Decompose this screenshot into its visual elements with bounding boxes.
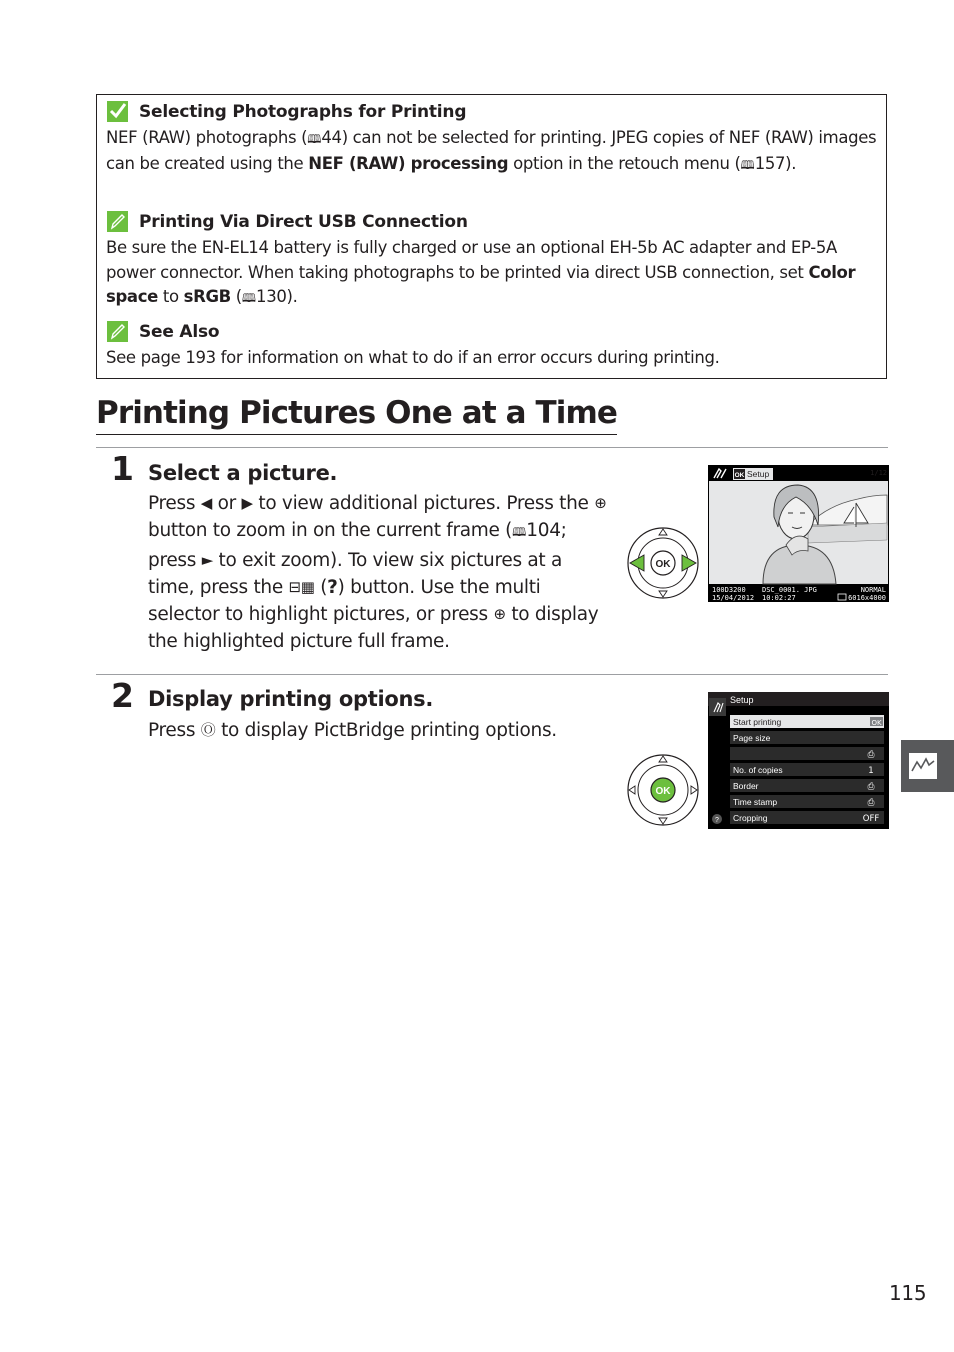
playback-screen bbox=[708, 465, 889, 602]
ok-label: OK bbox=[655, 559, 671, 570]
notes-box bbox=[96, 94, 887, 379]
image-quality: NORMAL bbox=[860, 586, 886, 594]
menu-rows bbox=[730, 715, 884, 824]
menu-item-label[interactable]: Border bbox=[733, 781, 759, 791]
thumbnail-icon: ⊟▦ bbox=[288, 577, 315, 596]
zoom-in-icon: ⊕ bbox=[594, 494, 607, 512]
menu-item-value: ⎙ bbox=[867, 782, 875, 792]
book-icon: 🕮 bbox=[512, 525, 527, 540]
file-name: DSC_0001. JPG bbox=[762, 586, 817, 594]
note-header-selecting bbox=[107, 101, 466, 122]
zoom-in-icon: ⊕ bbox=[493, 605, 506, 624]
step-divider bbox=[96, 447, 888, 448]
multi-selector-ok bbox=[626, 753, 700, 827]
menu-title: Setup bbox=[730, 695, 754, 705]
menu-item-value: ⎙ bbox=[867, 798, 875, 808]
menu-item-label[interactable]: Time stamp bbox=[733, 797, 778, 807]
help-glyph: ? bbox=[715, 817, 719, 824]
step-title: Display printing options. bbox=[148, 687, 434, 711]
menu-item-value: OFF bbox=[862, 814, 880, 824]
book-icon: 🕮 bbox=[740, 157, 755, 172]
note-title: Selecting Photographs for Printing bbox=[139, 101, 467, 122]
setup-badge-label: Setup bbox=[747, 469, 770, 479]
menu-item-value: 1 bbox=[868, 766, 874, 776]
playback-icon: ► bbox=[201, 550, 213, 569]
connections-tab bbox=[901, 740, 954, 792]
menu-item-value: OK bbox=[871, 719, 882, 727]
step-divider bbox=[96, 674, 888, 675]
setup-menu-screen bbox=[708, 692, 889, 829]
note-title: Printing Via Direct USB Connection bbox=[139, 211, 468, 232]
ok-label: OK bbox=[655, 786, 671, 797]
date-recorded: 15/04/2012 bbox=[712, 594, 755, 602]
page-number: 115 bbox=[889, 1281, 927, 1305]
frame-counter: 1/12 bbox=[870, 469, 887, 477]
step-number: 1 bbox=[111, 449, 133, 488]
menu-option-name: NEF (RAW) processing bbox=[308, 153, 509, 173]
menu-item-label[interactable]: Start printing bbox=[733, 717, 782, 727]
time-recorded: 10:02:27 bbox=[762, 594, 796, 602]
step-number: 2 bbox=[111, 676, 133, 715]
note-body-see-also: See page 193 for information on what to do if an error occurs during printing. bbox=[106, 348, 720, 367]
note-body-selecting: NEF (RAW) photographs (🕮44) can not be selected for printing. JPEG copies of NEF (RAW) images can be created using the NEF (RAW) processing option in the retouch menu (🕮157). bbox=[106, 128, 877, 173]
connection-icon bbox=[909, 753, 937, 779]
note-body-usb: Be sure the EN-EL14 battery is fully charged or use an optional EH-5b AC adapter and EP-5A power connector. When taking photographs to be printed via direct USB connection, set Color space to sRGB (🕮130). bbox=[106, 238, 856, 306]
image-size: 6016x4000 bbox=[848, 594, 886, 602]
folder-number: 100D3200 bbox=[712, 586, 746, 594]
menu-item-label[interactable]: Cropping bbox=[733, 813, 768, 823]
note-header-see-also bbox=[107, 321, 219, 342]
pencil-icon bbox=[107, 211, 128, 232]
pencil-icon bbox=[107, 321, 128, 342]
menu-item-label[interactable]: Page size bbox=[733, 733, 771, 743]
step-body: Press Ⓞ to display PictBridge printing options. bbox=[148, 720, 557, 741]
left-arrow-icon: ◀ bbox=[200, 494, 213, 512]
book-icon: 🕮 bbox=[307, 132, 322, 146]
right-arrow-icon: ▶ bbox=[241, 494, 253, 512]
menu-row-bg bbox=[730, 747, 884, 760]
book-icon: 🕮 bbox=[241, 291, 257, 305]
section-heading: Printing Pictures One at a Time bbox=[96, 392, 617, 435]
ok-button-icon: Ⓞ bbox=[200, 721, 216, 739]
checkmark-icon bbox=[107, 101, 128, 122]
note-header-usb bbox=[107, 211, 468, 232]
menu-item-value: ⎙ bbox=[867, 750, 875, 760]
multi-selector-left-right bbox=[626, 526, 700, 600]
menu-item-label[interactable]: No. of copies bbox=[733, 765, 783, 775]
step-title: Select a picture. bbox=[148, 461, 338, 485]
ok-badge-label: OK bbox=[734, 472, 745, 479]
setting-value: sRGB bbox=[183, 287, 231, 306]
note-title: See Also bbox=[139, 321, 220, 342]
setting-name: Color space bbox=[106, 262, 856, 306]
help-icon: ? bbox=[327, 576, 338, 598]
step-body: Press ◀ or ▶ to view additional pictures. Press the ⊕ button to zoom in on the current frame (🕮104; press ► to exit zoom). To view six pictures at a time, press the ⊟▦ (?) button. Use the multi selector to highlight pictures, or press ⊕ to display the highlighted picture full frame. bbox=[148, 493, 607, 653]
